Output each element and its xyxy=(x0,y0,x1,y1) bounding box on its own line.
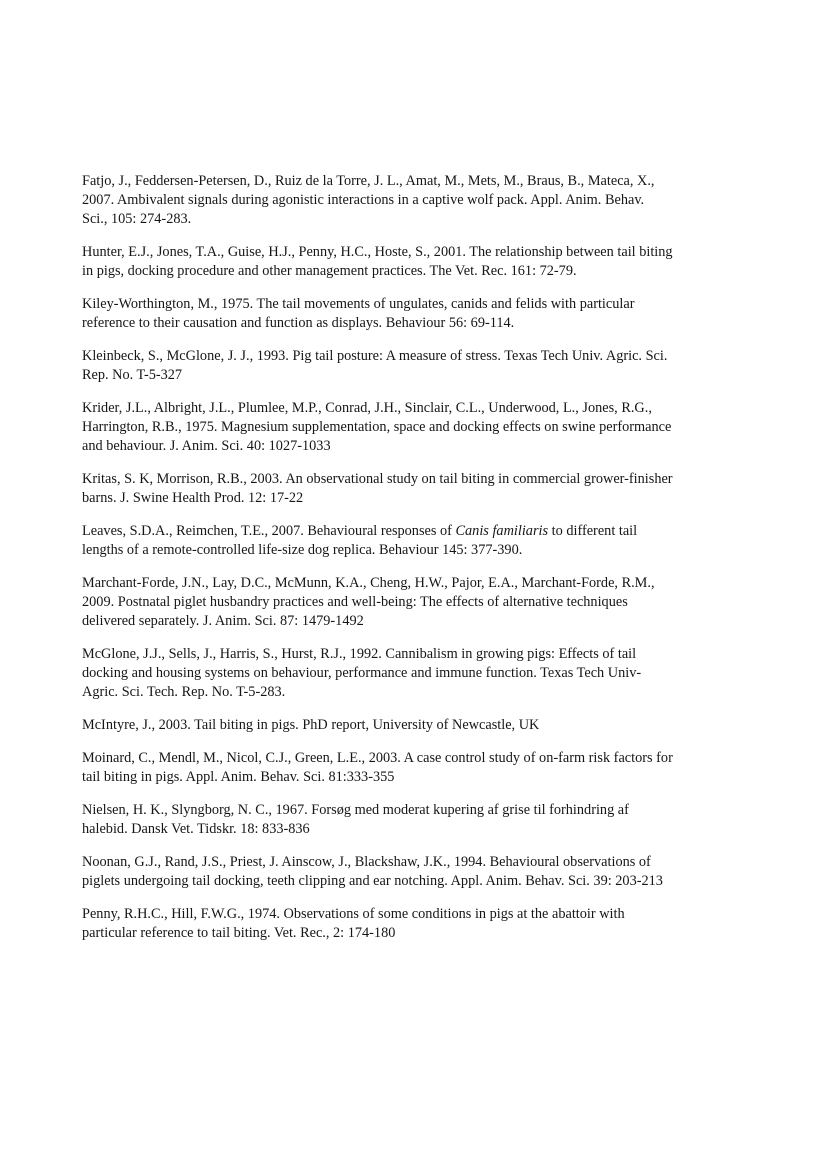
reference-list xyxy=(82,172,762,957)
reference-entry xyxy=(82,470,762,508)
reference-entry xyxy=(82,905,762,943)
reference-line: Kiley-Worthington, M., 1975. The tail movements of ungulates, canids and felids with particular xyxy=(82,296,635,312)
reference-line: Kritas, S. K, Morrison, R.B., 2003. An observational study on tail biting in commercial grower-finisher xyxy=(82,471,673,487)
reference-line: 2007. Ambivalent signals during agonistic interactions in a captive wolf pack. Appl. Anim. Behav. xyxy=(82,192,645,208)
reference-line: barns. J. Swine Health Prod. 12: 17-22 xyxy=(82,490,304,506)
reference-entry xyxy=(82,645,762,702)
reference-line: tail biting in pigs. Appl. Anim. Behav. Sci. 81:333-355 xyxy=(82,769,395,785)
reference-line: Sci., 105: 274-283. xyxy=(82,211,192,227)
reference-line: McGlone, J.J., Sells, J., Harris, S., Hurst, R.J., 1992. Cannibalism in growing pigs: Effects of tail xyxy=(82,646,637,662)
reference-line: delivered separately. J. Anim. Sci. 87: 1479-1492 xyxy=(82,613,364,629)
reference-line: Nielsen, H. K., Slyngborg, N. C., 1967. Forsøg med moderat kupering af grise til forhindring af xyxy=(82,802,629,818)
reference-line: and behaviour. J. Anim. Sci. 40: 1027-1033 xyxy=(82,438,331,454)
reference-line: Fatjo, J., Feddersen-Petersen, D., Ruiz de la Torre, J. L., Amat, M., Mets, M., Braus, B., Mateca, X., xyxy=(82,173,655,189)
reference-line: lengths of a remote-controlled life-size dog replica. Behaviour 145: 377-390. xyxy=(82,542,523,558)
reference-line: Noonan, G.J., Rand, J.S., Priest, J. Ainscow, J., Blackshaw, J.K., 1994. Behavioural observations of xyxy=(82,854,651,870)
reference-line: in pigs, docking procedure and other management practices. The Vet. Rec. 161: 72-79. xyxy=(82,263,577,279)
reference-line: Kleinbeck, S., McGlone, J. J., 1993. Pig tail posture: A measure of stress. Texas Tech Univ. Agric. Sci. xyxy=(82,348,668,364)
reference-line: reference to their causation and function as displays. Behaviour 56: 69-114. xyxy=(82,315,515,331)
reference-text: Leaves, S.D.A., Reimchen, T.E., 2007. Behavioural responses of xyxy=(82,523,456,539)
reference-entry xyxy=(82,801,762,839)
reference-line: piglets undergoing tail docking, teeth clipping and ear notching. Appl. Anim. Behav. Sci. 39: 203-213 xyxy=(82,873,663,889)
reference-line: docking and housing systems on behaviour, performance and immune function. Texas Tech Univ- xyxy=(82,665,642,681)
reference-text: to different tail xyxy=(548,523,638,539)
reference-line: Hunter, E.J., Jones, T.A., Guise, H.J., Penny, H.C., Hoste, S., 2001. The relationship between tail biting xyxy=(82,244,673,260)
reference-entry xyxy=(82,399,762,456)
reference-entry xyxy=(82,172,762,229)
reference-entry xyxy=(82,522,762,560)
reference-line: Krider, J.L., Albright, J.L., Plumlee, M.P., Conrad, J.H., Sinclair, C.L., Underwood, L., Jones, R.G., xyxy=(82,400,652,416)
reference-line: Penny, R.H.C., Hill, F.W.G., 1974. Observations of some conditions in pigs at the abattoir with xyxy=(82,906,625,922)
reference-entry xyxy=(82,749,762,787)
reference-line: Marchant-Forde, J.N., Lay, D.C., McMunn, K.A., Cheng, H.W., Pajor, E.A., Marchant-Forde, R.M., xyxy=(82,575,655,591)
reference-entry xyxy=(82,347,762,385)
reference-entry xyxy=(82,574,762,631)
reference-entry xyxy=(82,243,762,281)
reference-line: Harrington, R.B., 1975. Magnesium supplementation, space and docking effects on swine performance xyxy=(82,419,672,435)
reference-entry xyxy=(82,853,762,891)
reference-line: Moinard, C., Mendl, M., Nicol, C.J., Green, L.E., 2003. A case control study of on-farm risk factors for xyxy=(82,750,673,766)
reference-line xyxy=(82,522,762,541)
reference-entry xyxy=(82,716,762,735)
reference-line: Rep. No. T-5-327 xyxy=(82,367,183,383)
reference-line: 2009. Postnatal piglet husbandry practices and well-being: The effects of alternative techniques xyxy=(82,594,628,610)
species-name-italic: Canis familiaris xyxy=(455,523,549,539)
reference-line: McIntyre, J., 2003. Tail biting in pigs. PhD report, University of Newcastle, UK xyxy=(82,717,540,733)
reference-line: particular reference to tail biting. Vet. Rec., 2: 174-180 xyxy=(82,925,396,941)
reference-line: halebid. Dansk Vet. Tidskr. 18: 833-836 xyxy=(82,821,310,837)
reference-line: Agric. Sci. Tech. Rep. No. T-5-283. xyxy=(82,684,286,700)
reference-entry xyxy=(82,295,762,333)
